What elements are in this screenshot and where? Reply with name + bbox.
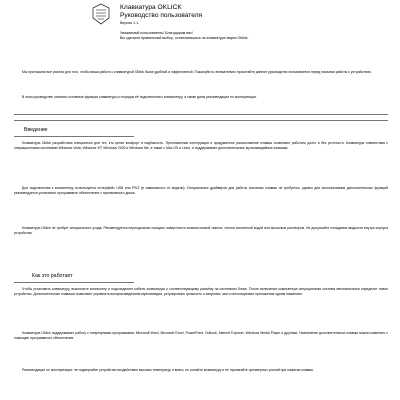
- section-underline: [14, 136, 134, 137]
- oklick-logo: [91, 3, 111, 25]
- section-title-how-it-works: Как это работает: [32, 273, 73, 279]
- intro-line-1: Уважаемый пользователь! Благодарим вас!: [120, 31, 193, 35]
- introduction-paragraph-2: Для подключения к компьютеру используется интерфейс USB или PS/2 (в зависимости от модели). Специальных драйверов для работы основных клавиш не требуется, однако для использования дополнительных функций рекомендуется установить программное обеспечение с прилагаемого диска.: [14, 186, 388, 196]
- section-divider: [14, 120, 388, 121]
- document-header: [120, 4, 390, 42]
- introduction-paragraph-3: Клавиатура Oklick не требует специального ухода. Рекомендуется периодически очищать поверхность клавиш мягкой тканью, слегка смоченной водой или мыльным раствором. Не допускайте попадания жидкости внутрь корпуса устройства.: [14, 226, 388, 236]
- section-title-introduction: Введение: [24, 127, 48, 133]
- title-line-2: Руководство пользователя: [120, 12, 203, 19]
- introduction-paragraph-1: Клавиатура Oklick разработана специально для тех, кто ценит комфорт и надёжность. Эргономичная конструкция и продуманное расположение клавиш позволяют работать долго и без усталости. Клавиатура совместима с операционными системами Windows Vista, Windows XP, Windows 2000 и Windows Me, а также с Mac OS и Linux, и поддерживает дополнительные мультимедийные клавиши.: [14, 141, 388, 151]
- intro-line-2: Вы сделали правильный выбор, остановившись на клавиатуре марки Oklick.: [120, 36, 249, 41]
- keyboard-icon: [91, 3, 111, 25]
- version-label: Версия 1.1.: [120, 21, 140, 25]
- section-divider: [14, 114, 388, 115]
- how-it-works-paragraph-2: Клавиатура Oklick поддерживает работу с популярными программами: Microsoft Word, Microsoft Excel, PowerPoint, Outlook, Internet Explorer, Windows Media Player и другими. Назначение дополнительных клавиш можно изменить с помощью программного обеспечения.: [14, 331, 388, 341]
- notes-paragraph-2: В этом руководстве описаны основные функции клавиатуры и порядок её подключения к компьютеру, а также даны рекомендации по эксплуатации.: [22, 95, 257, 99]
- notes-paragraph-1: Мы приложили все усилия для того, чтобы ваша работа с клавиатурой Oklick была удобной и эффективной. Пожалуйста, внимательно прочитайте данное руководство пользователя перед началом работы с устройством.: [22, 70, 372, 74]
- section-underline: [14, 282, 134, 283]
- how-it-works-paragraph-3: Рекомендации по эксплуатации: не подвергайте устройство воздействию высоких температур и влаги, не роняйте клавиатуру и не прилагайте чрезмерных усилий при нажатии клавиш.: [22, 368, 315, 372]
- how-it-works-paragraph-1: Чтобы установить клавиатуру, выключите компьютер и подсоедините кабель клавиатуры к соответствующему разъёму на системном блоке. После включения компьютера операционная система автоматически определит новое устройство. Дополнительные клавиши позволяют управлять воспроизведением мультимедиа, регулировать громкость и запускать часто используемые приложения одним нажатием.: [14, 287, 388, 297]
- intro-block: [120, 31, 390, 42]
- title-line-1: Клавиатура OKLICK: [120, 4, 182, 11]
